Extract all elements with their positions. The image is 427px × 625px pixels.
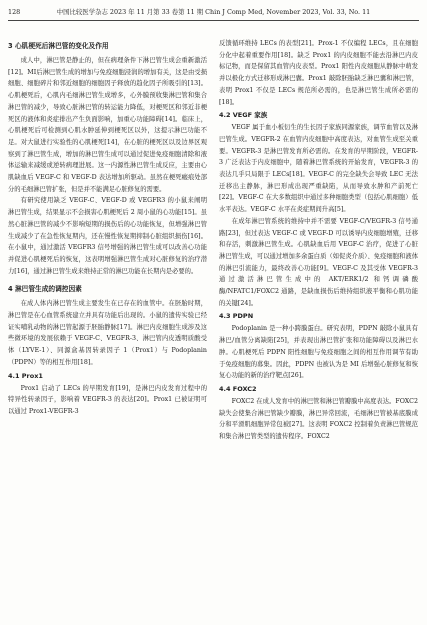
journal-citation: 中国比较医学杂志 2023 年 11 月第 33 卷第 11 期 Chin J Comp Med, November 2023, Vol. 33, No. 11 bbox=[56, 8, 371, 16]
subsection-heading: 4.4 FOXC2 bbox=[219, 384, 257, 393]
paragraph: VEGF 属于血小板衍生的生长因子家族同源家族，调节血管以及淋巴管生成。VEGFR-2 在血管内皮细胞中高度表达，对血管生成至关重要。VEGFR-3 是淋巴管发育所必需的。在发育的早期阶段，VEGFR-3 广泛表达于内皮细胞中，随着淋巴管系统的开始发育，VEGFR-3 的表达几乎只局限于 LECs[18]。VEGF-C 的完全缺失会导致 LEC 无法迁移出主静脉，淋巴形成出现严重缺陷，从而导致水肿和产前死亡[22]。VEGF-C 在大多数组织中通过多种细胞类型（包括心肌细胞）低水平表达。VEGF-C 水平在炎症期间升高[5]。 bbox=[219, 124, 418, 214]
paragraph: 成人中，淋巴管是静止的，但在病理条件下淋巴管生成会重新激活[12]。MI后淋巴管生成的增加与免疫细胞浸润的增加有关，这是由受损细胞、细胞碎片和邻近细胞的细胞因子释放的趋化因子所吸引的[13]。心肌梗死后，心肌内毛细淋巴管生成增多，心外膜预收集淋巴管和集合淋巴管的减少，导致心脏淋巴管的转运能力降低，对梗死区和邻近非梗死区的液体和炎症排出产生负面影响，加重心功能障碍[14]。临床上，心肌梗死后可检测到心肌水肿延伸到梗死区以外，这提示淋巴功能不足。对大鼠进行实验性的心肌梗死[14]，在心脏的梗死区以及边界区观察到了淋巴管生成，增加的淋巴管生成可以通过促进免疫细胞清除和液体运输来减缓或逆转病理进展。这一内源性淋巴管生成反应，主要由心肌缺血后 VEGF-C 和 VEGF-D 表达增加所驱动。虽然在梗死瘢痕处部分的毛细淋巴管扩张，但是并不能满足心脏修复的需要。 bbox=[8, 57, 207, 193]
subsection-heading: 4.1 Prox1 bbox=[8, 371, 43, 380]
page-number: 128 bbox=[8, 8, 21, 16]
paragraph: FOXC2 在成人发育中的淋巴管和淋巴管瓣膜中高度表达。FOXC2 缺失会使集合淋巴管缺少瓣膜，淋巴异常回流，毛细淋巴管被基底膜成分和平滑肌细胞异常包被[27]。这表明 FOXC2 控制着负责淋巴管规范和集合淋巴管类型的遗传程序。FOXC2 bbox=[219, 397, 418, 441]
paragraph: Prox1 启动了 LECs 的早期发育[19]，是淋巴内皮发育过程中的特异性转录因子，影响着 VEGFR-3 的表达[20]。Prox1 已被证明可以通过 Prox1-VEGFR-3 bbox=[8, 384, 207, 415]
paragraph: Podoplanin 是一种小跨膜蛋白。研究表明，PDPN 敲除小鼠具有淋巴/血管分离缺陷[25]，并表现出淋巴管扩张和功能障碍以及淋巴水肿。心肌梗死后 PDPN 阳性细胞与免疫细胞之间的相互作用调节有助于免疫细胞的募集。因此，PDPN 也被认为是 MI 后增强心脏修复和恢复心功能的新的治疗靶点[26]。 bbox=[219, 325, 418, 380]
paragraph: 反馈循环维持 LECs 的表型[21]。Prox-1 不仅编程 LECs，且在细胞分化中起着重要作用[18]。缺乏 Prox1 的内皮细胞不能去沿淋巴内皮标记物，而是保留其血管内皮表型。Prox1 阳性内皮细胞从静脉中萌发并以极化方式迁移形成淋巴囊。Prox1 敲除胚胎缺乏淋巴囊和淋巴管，表明 Prox1 不仅是 LECs 规范所必需的，也是淋巴管生成所必需的[18]。 bbox=[219, 40, 418, 106]
left-column bbox=[8, 38, 207, 418]
section-heading: 4 淋巴管生成的调控因素 bbox=[8, 285, 82, 294]
section-heading: 3 心肌梗死后淋巴管的变化及作用 bbox=[8, 42, 109, 50]
paragraph: 在成人体内淋巴管生成主要发生在已存在的血管中。在胚胎时期，淋巴管是在心血管系统建立并具有功能后出现的。小鼠的遗传实验已经证实哺乳动物的淋巴管起源于胚胎静脉[17]。淋巴内皮细胞生成涉及这些微环境的发展依赖于 VEGF-C、VEGFR-3、淋巴管内皮透明质酸受体（LYVE-1）、同源盒基因转录因子 1（Prox1）与 Podoplanin（PDPN）等的相互作用[18]。 bbox=[8, 300, 207, 366]
subsection-heading: 4.2 VEGF 家族 bbox=[219, 111, 268, 120]
paragraph: 有研究使用缺乏 VEGF-C、VEGF-D 或 VEGFR3 的小鼠来阐明淋巴管生成，结果显示不会损害心肌梗死后 2 周小鼠的心功能[15]。虽然心脏淋巴管的减少不影响短期的损伤后的心功能恢复，但增强淋巴管生成减少了在急性恢复期内，还在慢性恢复期抑制心脏组织损伤[16]。在小鼠中，通过激活 VEGFR3 信号增强的淋巴管生成可以改善心功能并促进心肌梗死后的恢复，这表明增强淋巴管生成对心脏修复的治疗潜力[16]，通过淋巴管生成来维持正常的淋巴功能在长期内是必要的。 bbox=[8, 197, 207, 275]
subsection-heading: 4.3 PDPN bbox=[219, 312, 254, 321]
right-column bbox=[219, 38, 418, 443]
paragraph: 在成年淋巴管系统的维持中并不需要 VEGF-C/VEGFR-3 信号通路[23]，但过表达 VEGF-C 或 VEGF-D 可以诱导内皮细胞增殖，迁移和存活，刺激淋巴管生成。心肌缺血后用 VEGF-C 治疗，促进了心脏淋巴管生成，可以通过增加多余蛋白质（如促炎介质）、免疫细胞和液体的淋巴引流能力，最终改善心功能[9]。VEGF-C 及其受体 VEGFR-3 通过激活淋巴管生成中的 AKT/ERK1/2 和钙调磷酸酶/NFATC1/FOXC2 通路，是缺血损伤后维持组织液平衡和心肌功能的关键[24]。 bbox=[219, 217, 418, 307]
running-header bbox=[8, 5, 419, 21]
